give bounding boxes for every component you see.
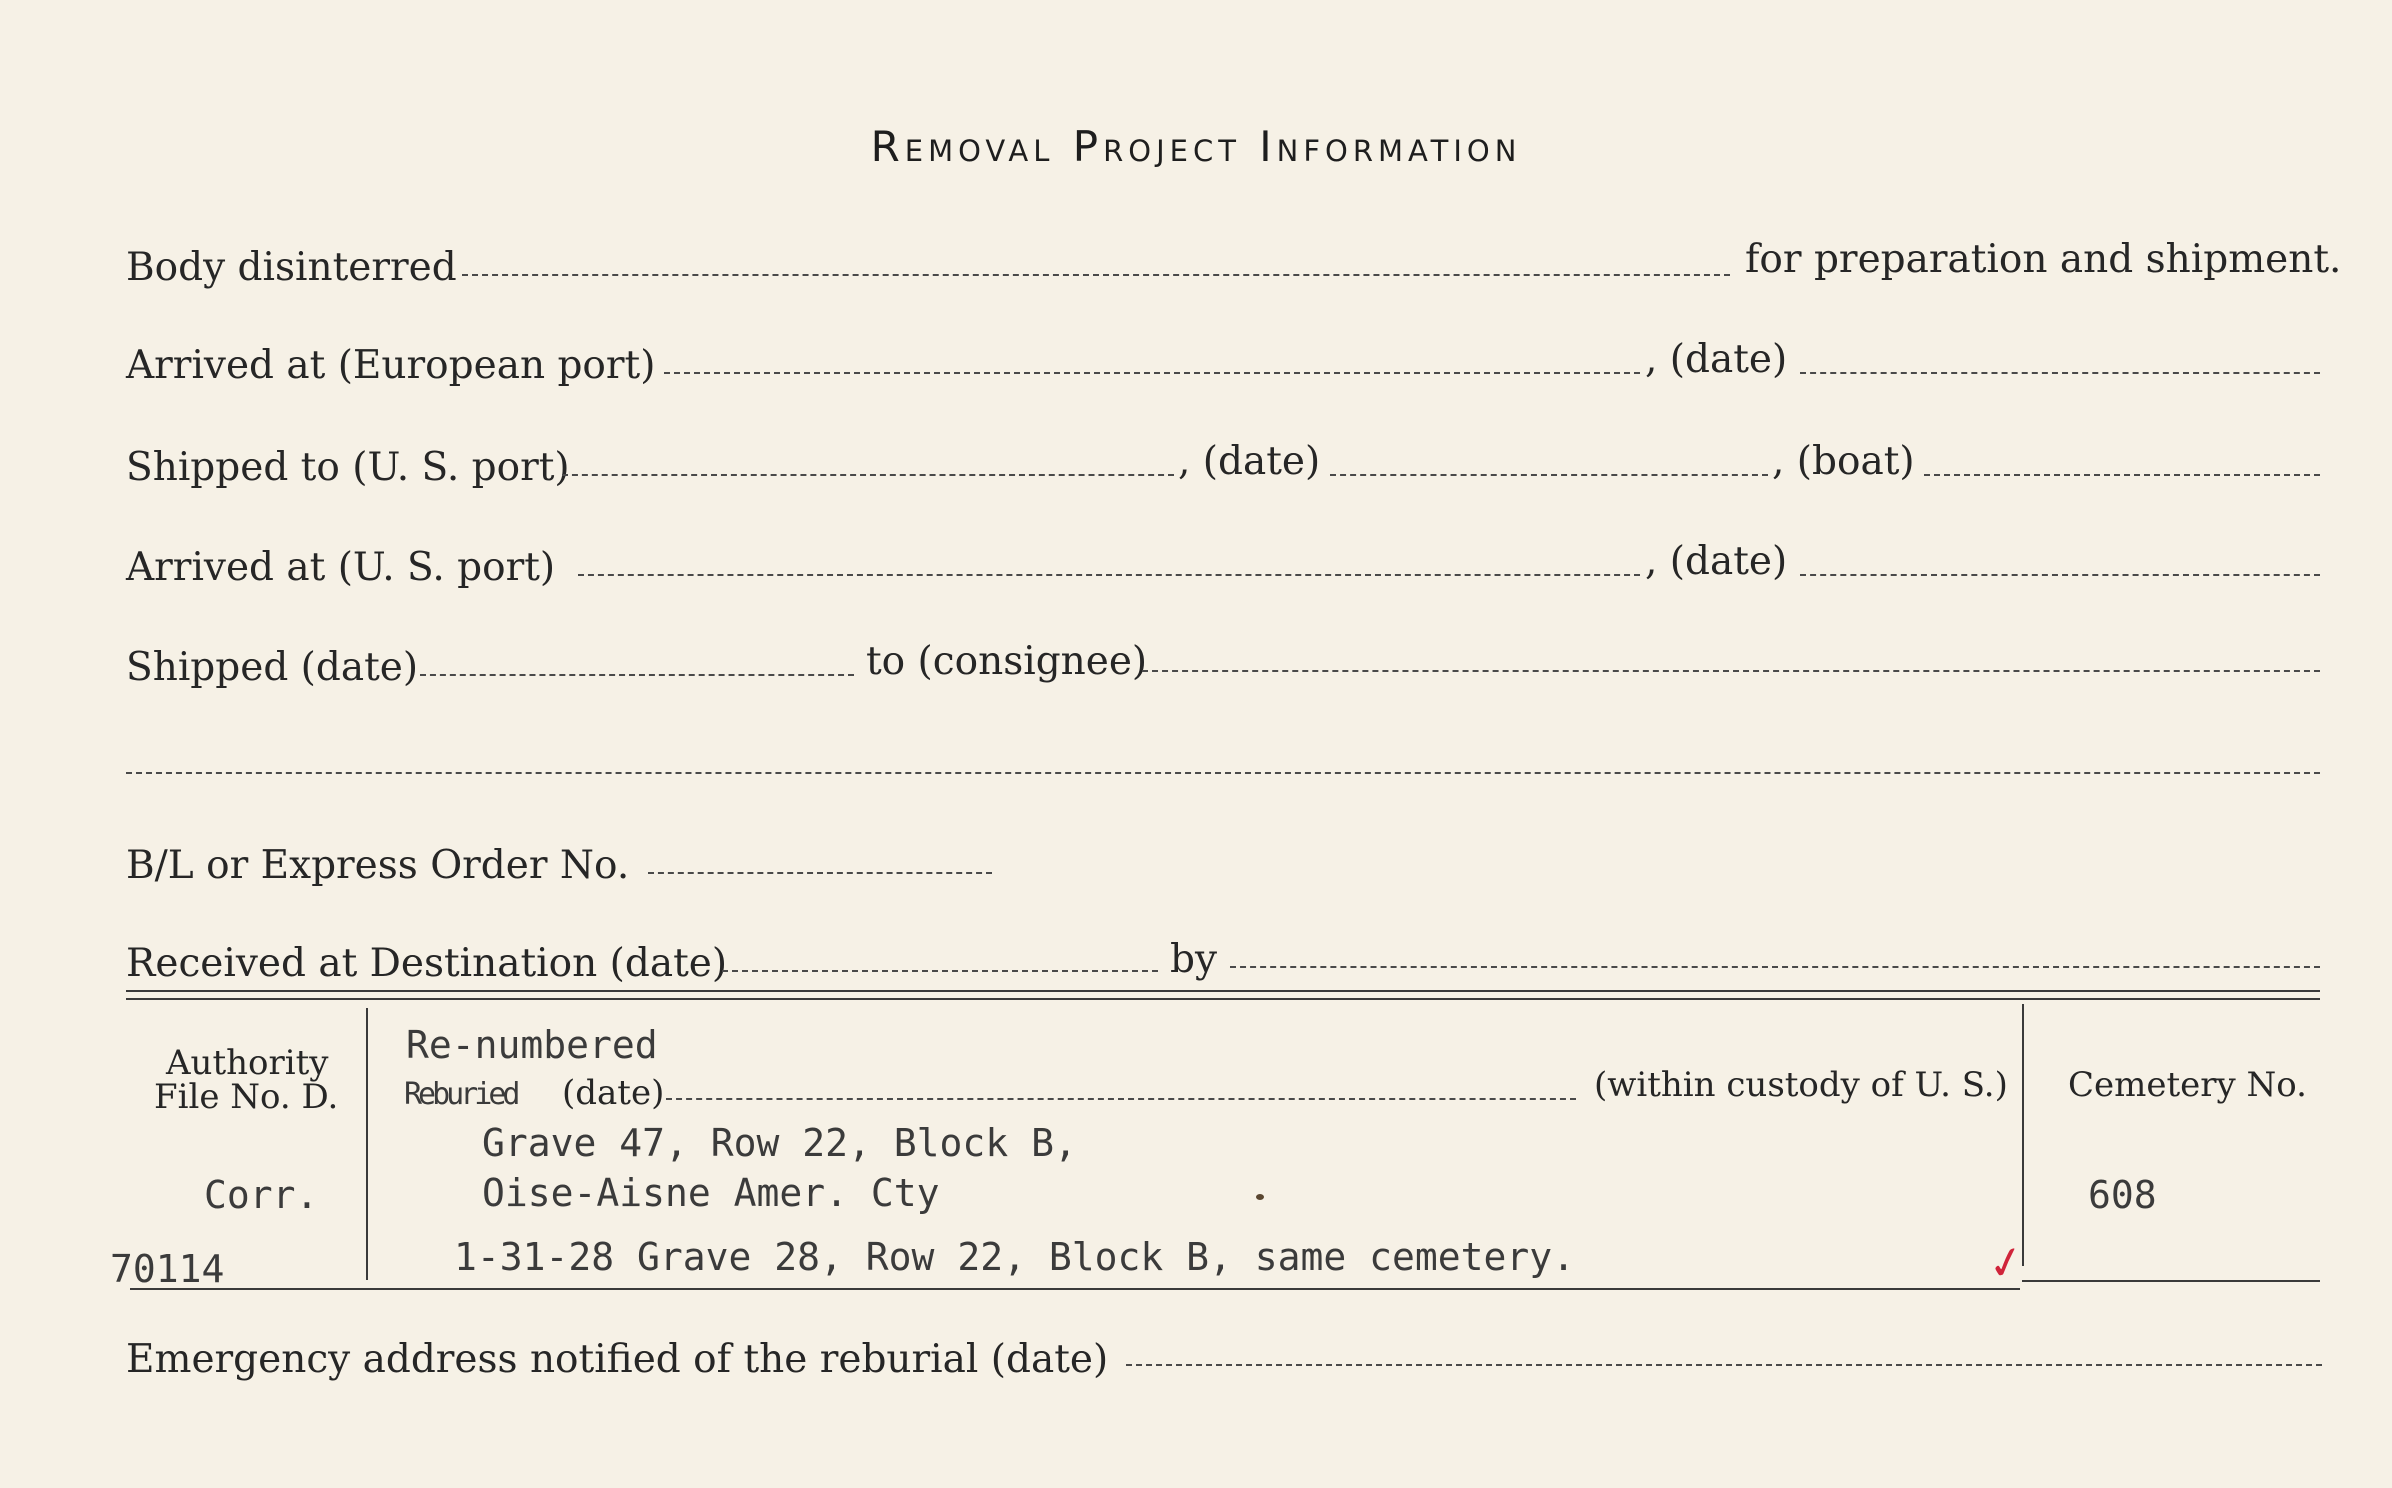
grave-line-3: 1-31-28 Grave 28, Row 22, Block B, same cemetery. bbox=[454, 1235, 1576, 1279]
arrived-european-date-line bbox=[1800, 372, 2320, 374]
table-bottom-rule bbox=[130, 1288, 2020, 1290]
reburied-date-label: (date) bbox=[562, 1073, 665, 1113]
body-disinterred-label: Body disinterred bbox=[126, 245, 457, 290]
arrived-us-date-line bbox=[1800, 574, 2320, 576]
table-divider-right bbox=[2022, 1004, 2024, 1266]
to-consignee-label: to (consignee) bbox=[866, 639, 1148, 684]
received-by-label: by bbox=[1170, 937, 1217, 982]
consignee-continuation-line bbox=[126, 772, 2320, 774]
arrived-us-label: Arrived at (U. S. port) bbox=[126, 545, 556, 590]
arrived-us-line bbox=[578, 574, 1640, 576]
grave-line-1: Grave 47, Row 22, Block B, bbox=[482, 1121, 1077, 1165]
shipped-to-us-label: Shipped to (U. S. port) bbox=[126, 445, 570, 490]
shipped-to-us-date-label: , (date) bbox=[1178, 439, 1321, 484]
received-date-line bbox=[722, 970, 1158, 972]
table-top-rule-1 bbox=[126, 990, 2320, 992]
reburied-date-line bbox=[666, 1098, 1576, 1100]
page-title: Removal Project Information bbox=[870, 122, 1522, 171]
custody-label: (within custody of U. S.) bbox=[1594, 1065, 2008, 1105]
boat-label: , (boat) bbox=[1772, 439, 1915, 484]
cemetery-number: 608 bbox=[2088, 1173, 2157, 1217]
renumbered-text: Re-numbered bbox=[406, 1023, 658, 1067]
arrived-european-line bbox=[664, 372, 1640, 374]
red-check-mark-icon: ✓ bbox=[1982, 1234, 2030, 1293]
ink-speck bbox=[1256, 1194, 1264, 1200]
table-bottom-rule-right bbox=[2022, 1280, 2320, 1282]
corr-text: Corr. bbox=[204, 1173, 319, 1217]
body-disinterred-line bbox=[462, 274, 1730, 276]
received-by-line bbox=[1230, 966, 2320, 968]
shipped-date-line bbox=[420, 674, 854, 676]
bl-order-label: B/L or Express Order No. bbox=[126, 843, 630, 888]
shipped-date-label: Shipped (date) bbox=[126, 645, 419, 690]
table-divider-left bbox=[366, 1008, 368, 1280]
authority-label: Authority bbox=[166, 1043, 329, 1083]
grave-line-2: Oise-Aisne Amer. Cty bbox=[482, 1171, 940, 1215]
shipped-to-us-line bbox=[562, 474, 1174, 476]
shipped-to-us-date-line bbox=[1330, 474, 1768, 476]
reburied-struck-text: Reburied bbox=[404, 1077, 517, 1112]
bl-order-line bbox=[648, 872, 992, 874]
emergency-label: Emergency address notified of the reburial (date) bbox=[126, 1337, 1109, 1382]
table-top-rule-2 bbox=[126, 998, 2320, 1000]
cemetery-no-label: Cemetery No. bbox=[2068, 1065, 2307, 1105]
consignee-line bbox=[1142, 670, 2320, 672]
arrived-european-label: Arrived at (European port) bbox=[126, 343, 656, 388]
emergency-date-line bbox=[1126, 1364, 2322, 1366]
file-no-label: File No. D. bbox=[154, 1077, 339, 1117]
arrived-us-date-label: , (date) bbox=[1645, 539, 1788, 584]
boat-line bbox=[1924, 474, 2320, 476]
for-preparation-label: for preparation and shipment. bbox=[1745, 237, 2342, 282]
file-number: 70114 bbox=[110, 1247, 225, 1291]
received-label: Received at Destination (date) bbox=[126, 941, 728, 986]
arrived-european-date-label: , (date) bbox=[1645, 337, 1788, 382]
